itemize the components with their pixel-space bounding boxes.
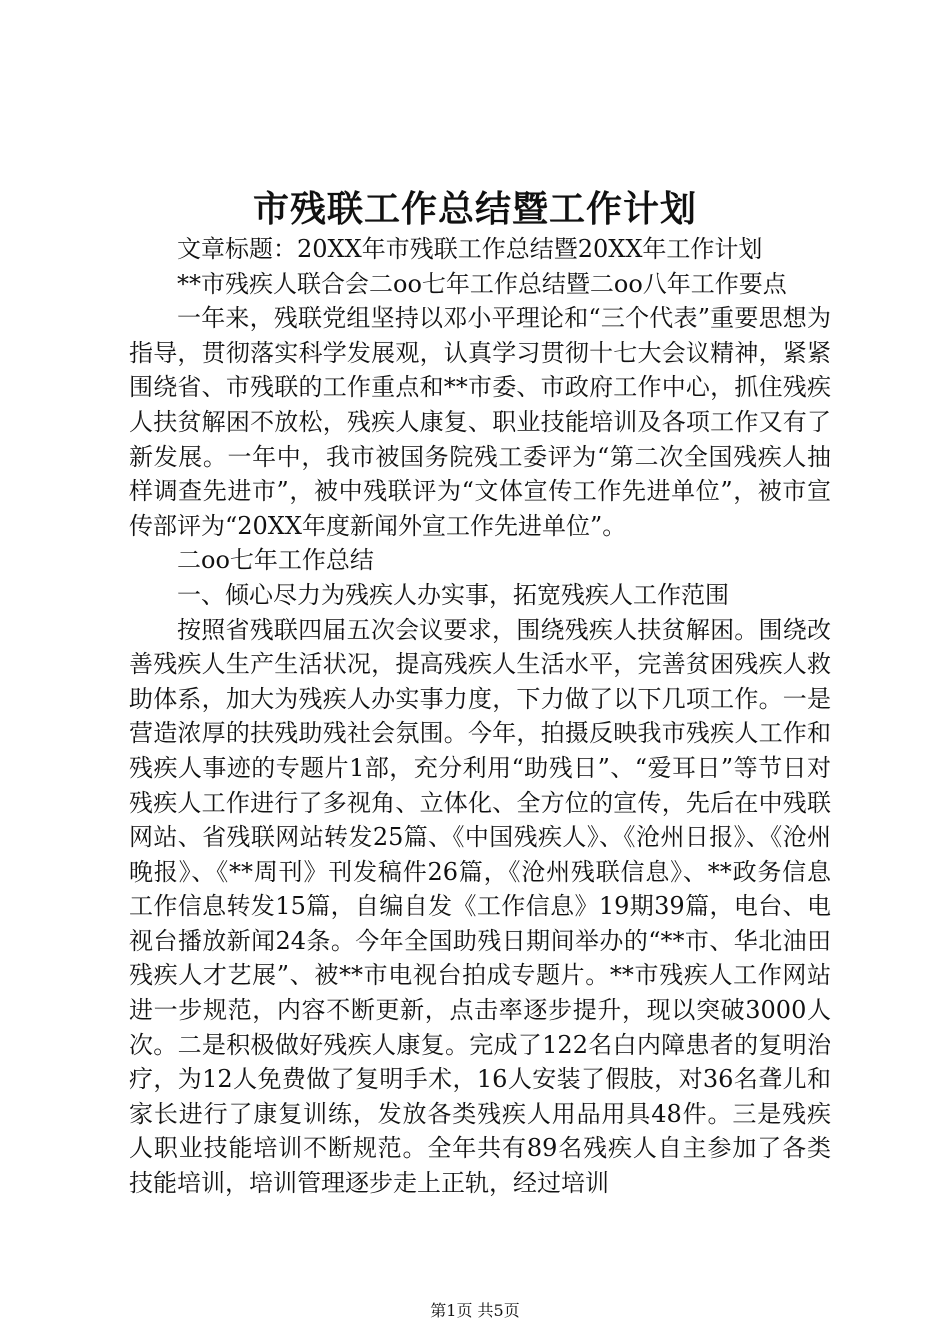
subsection-heading: 一、倾心尽力为残疾人办实事，拓宽残疾人工作范围: [177, 580, 729, 609]
article-title-line: 文章标题：20XX年市残联工作总结暨20XX年工作计划: [177, 235, 763, 263]
intro-paragraph: 一年来，残联党组坚持以邓小平理论和“三个代表”重要思想为指导，贯彻落实科学发展观，认真学习贯彻十七大会议精神，紧紧围绕省、市残联的工作重点和**市委、市政府工作中心，抓住残疾人扶贫解困不放松，残疾人康复、职业技能培训及各项工作又有了新发展。一年中，我市被国务院残工委评为“第二次全国残疾人抽样调查先进市”，被中残联评为“文体宣传工作先进单位”，被市宣传部评为“20XX年度新闻外宣工作先进单位”。: [129, 304, 831, 540]
document-body: [129, 232, 831, 1201]
subtitle-line: **市残疾人联合会二oo七年工作总结暨二oo八年工作要点: [177, 269, 787, 298]
body-paragraph: 按照省残联四届五次会议要求，围绕残疾人扶贫解困。围绕改善残疾人生产生活状况，提高残疾人生活水平，完善贫困残疾人救助体系，加大为残疾人办实事力度，下力做了以下几项工作。一是营造浓厚的扶残助残社会氛围。今年，拍摄反映我市残疾人工作和残疾人事迹的专题片1部，充分利用“助残日”、“爱耳日”等节日对残疾人工作进行了多视角、立体化、全方位的宣传，先后在中残联网站、省残联网站转发25篇、《中国残疾人》、《沧州日报》、《沧州晚报》、《**周刊》刊发稿件26篇，《沧州残联信息》、**政务信息工作信息转发15篇，自编自发《工作信息》19期39篇，电台、电视台播放新闻24条。今年全国助残日期间举办的“**市、华北油田残疾人才艺展”、被**市电视台拍成专题片。**市残疾人工作网站进一步规范，内容不断更新，点击率逐步提升，现以突破3000人次。二是积极做好残疾人康复。完成了122名白内障患者的复明治疗，为12人免费做了复明手术，16人安装了假肢，对36名聋儿和家长进行了康复训练，发放各类残疾人用品用具48件。三是残疾人职业技能培训不断规范。全年共有89名残疾人自主参加了各类技能培训，培训管理逐步走上正轨，经过培训: [129, 615, 831, 1198]
document-title: 市残联工作总结暨工作计划: [252, 188, 697, 230]
page-number: 第1页 共5页: [430, 1301, 520, 1320]
section-heading: 二oo七年工作总结: [177, 546, 374, 575]
